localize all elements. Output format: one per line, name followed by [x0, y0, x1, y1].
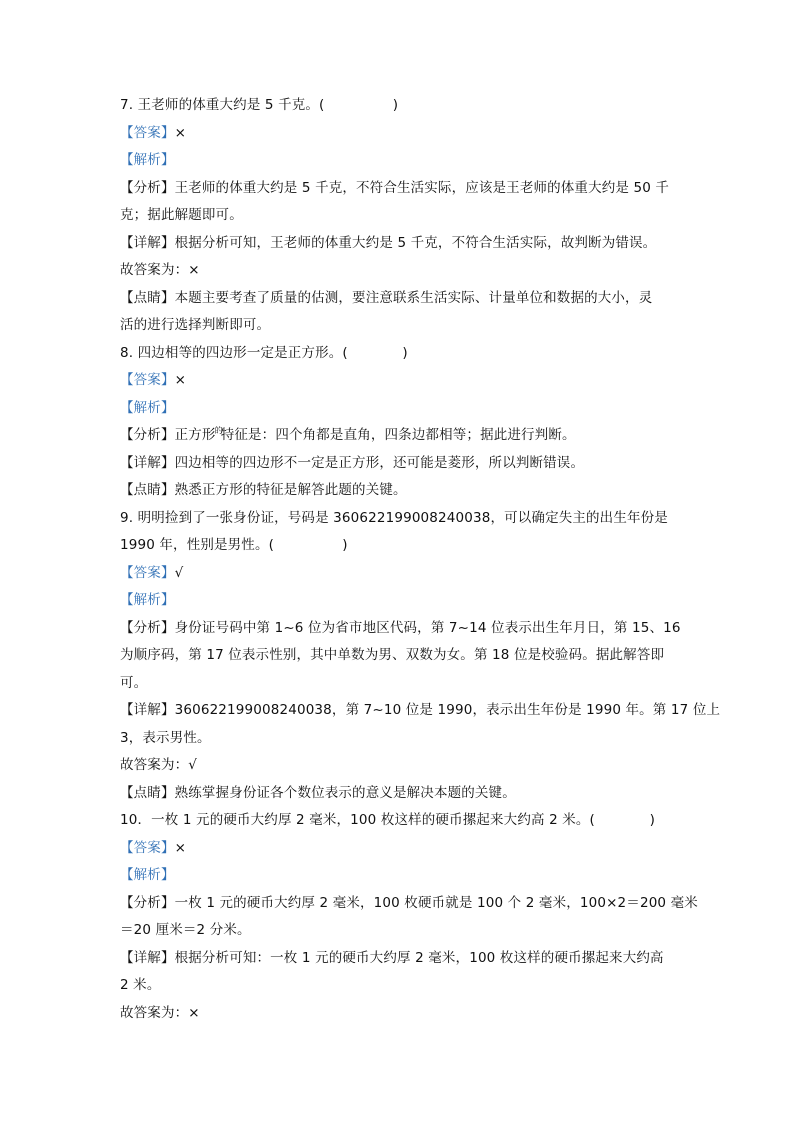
question-7-analysis-label	[120, 147, 680, 175]
dianjing-text: 本题主要考查了质量的估测，要注意联系生活实际、计量单位和数据的大小，灵	[174, 289, 653, 306]
xiangjie-text: 根据分析可知：一枚 1 元的硬币大约厚 2 毫米，100 枚这样的硬币摞起来大约高	[174, 949, 664, 966]
question-9-stem-line-1: 9. 明明捡到了一张身份证，号码是 360622199008240038，可以确定失主的出生年份是	[120, 509, 668, 526]
xiangjie-text: 根据分析可知，王老师的体重大约是 5 千克，不符合生活实际，故判断为错误。	[174, 234, 657, 251]
question-7-xiangjie-line-1	[120, 230, 680, 258]
question-9-dianjing-line-1	[120, 780, 680, 808]
question-9-fenxi-line-2: 为顺序码，第 17 位表示性别，其中单数为男、双数为女。第 18 位是校验码。据此解答即	[120, 647, 665, 663]
question-10-fenxi-line-2: ＝20 厘米＝2 分米。	[120, 922, 251, 938]
question-9-analysis-label	[120, 587, 680, 615]
cross-mark: ×	[174, 372, 187, 388]
question-9-stem-line-2: 1990 年，性别是男性。( )	[120, 537, 348, 553]
xiangjie-label: 【详解】	[120, 234, 175, 251]
question-9-fenxi-line-3: 可。	[120, 674, 148, 691]
xiangjie-label: 【详解】	[120, 702, 175, 718]
xiangjie-label: 【详解】	[120, 454, 175, 471]
question-7-fenxi-line-2: 克；据此解题即可。	[120, 207, 243, 223]
analysis-label: 【解析】	[120, 152, 175, 168]
cross-mark: ×	[174, 124, 187, 141]
question-9-answer	[120, 560, 680, 588]
answer-label: 【答案】	[120, 839, 175, 856]
document-content	[120, 92, 721, 1027]
analysis-label: 【解析】	[120, 867, 175, 883]
fenxi-label: 【分析】	[120, 619, 175, 636]
fenxi-text: 王老师的体重大约是 5 千克，不符合生活实际，应该是王老师的体重大约是 50 千	[174, 179, 670, 196]
dianjing-text: 熟悉正方形的特征是解答此题的关键。	[174, 482, 407, 498]
fenxi-label: 【分析】	[120, 427, 175, 443]
question-10-fenxi-line-1	[120, 890, 698, 918]
question-9-final-answer: 故答案为：√	[120, 757, 198, 773]
fenxi-text-pre: 正方形	[174, 427, 216, 443]
dianjing-label: 【点睛】	[120, 482, 175, 498]
fenxi-text-post: 特征是：四个角都是直角，四条边都相等；据此进行判断。	[220, 427, 576, 443]
answer-label: 【答案】	[120, 372, 175, 388]
dianjing-label: 【点睛】	[120, 784, 175, 801]
question-10-xiangjie-line-1	[120, 945, 680, 973]
fenxi-superscript: 的	[214, 426, 223, 435]
question-7-stem: 7. 王老师的体重大约是 5 千克。( )	[120, 97, 399, 113]
question-7-final-answer: 故答案为：×	[120, 262, 200, 278]
question-8-answer	[120, 367, 680, 395]
question-10-final-answer: 故答案为：×	[120, 1004, 200, 1021]
dianjing-text: 熟练掌握身份证各个数位表示的意义是解决本题的关键。	[174, 784, 516, 801]
analysis-label: 【解析】	[120, 399, 175, 416]
question-10-analysis-label	[120, 862, 680, 890]
answer-label: 【答案】	[120, 124, 175, 141]
xiangjie-text: 四边相等的四边形不一定是正方形，还可能是菱形，所以判断错误。	[174, 454, 585, 471]
fenxi-label: 【分析】	[120, 894, 175, 911]
question-10-xiangjie-line-2: 2 米。	[120, 977, 161, 993]
question-9-xiangjie-line-1	[120, 697, 721, 725]
question-8-xiangjie-line-1	[120, 450, 680, 478]
answer-label: 【答案】	[120, 564, 175, 581]
question-8-analysis-label	[120, 395, 680, 423]
question-7-answer	[120, 120, 680, 148]
xiangjie-text: 360622199008240038，第 7~10 位是 1990，表示出生年份是 1990 年。第 17 位上	[174, 702, 721, 718]
cross-mark: ×	[174, 839, 187, 856]
question-8-fenxi-line-1	[120, 422, 680, 450]
question-10-stem: 10．一枚 1 元的硬币大约厚 2 毫米，100 枚这样的硬币摞起来大约高 2 米。( )	[120, 812, 655, 828]
question-9-fenxi-line-1	[120, 615, 680, 643]
check-mark: √	[174, 564, 184, 581]
question-10-answer	[120, 835, 680, 863]
question-7-fenxi-line-1	[120, 175, 680, 203]
question-7-dianjing-line-1	[120, 285, 680, 313]
question-7-dianjing-line-2: 活的进行选择判断即可。	[120, 317, 271, 333]
analysis-label: 【解析】	[120, 592, 175, 608]
xiangjie-label: 【详解】	[120, 949, 175, 966]
question-8-dianjing-line-1	[120, 477, 680, 505]
fenxi-text: 一枚 1 元的硬币大约厚 2 毫米，100 枚硬币就是 100 个 2 毫米，100×2＝200 毫米	[174, 894, 698, 911]
question-8-stem: 8. 四边相等的四边形一定是正方形。( )	[120, 344, 408, 361]
fenxi-text: 身份证号码中第 1~6 位为省市地区代码，第 7~14 位表示出生年月日，第 15、16	[174, 619, 681, 636]
dianjing-label: 【点睛】	[120, 289, 175, 306]
question-9-xiangjie-line-2: 3，表示男性。	[120, 729, 211, 746]
fenxi-label: 【分析】	[120, 179, 175, 196]
